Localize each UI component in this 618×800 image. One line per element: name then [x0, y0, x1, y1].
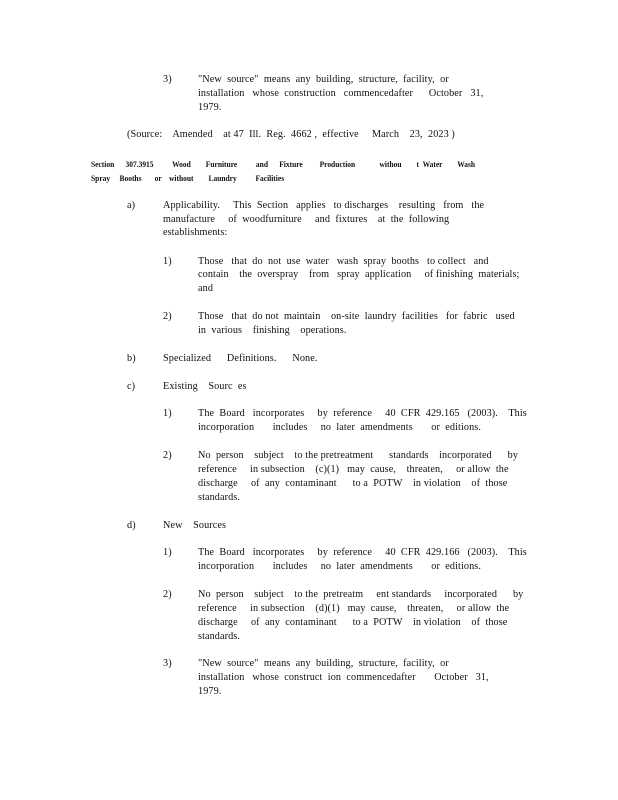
subsection-a-item-line: in various finishing operations.	[198, 325, 347, 336]
subsection-d-item-line: reference in subsection (d)(1) may cause, threaten, or allow the	[198, 603, 510, 614]
subsection-c-item-number: 2)	[163, 450, 172, 461]
prior-item-line: installation whose construction commencedafter October 31,	[198, 88, 484, 99]
subsection-a-item-line: Those that do not use water wash spray booths to collect and	[198, 256, 489, 267]
subsection-b-label: b)	[127, 353, 136, 364]
subsection-b-text: Specialized Definitions. None.	[163, 353, 318, 364]
subsection-a-label: a)	[127, 200, 136, 211]
subsection-a-item-line: and	[198, 283, 214, 294]
source-note: (Source: Amended at 47 Ill. Reg. 4662 , effective March 23, 2023 )	[127, 129, 455, 140]
subsection-c-item-number: 1)	[163, 408, 172, 419]
subsection-d-item-line: incorporation includes no later amendments or editions.	[198, 561, 481, 572]
subsection-a-item-line: Those that do not maintain on-site laundry facilities for fabric used	[198, 311, 515, 322]
subsection-d-label: d)	[127, 520, 136, 531]
subsection-c-item-line: incorporation includes no later amendments or editions.	[198, 422, 481, 433]
subsection-c-item-line: standards.	[198, 492, 241, 503]
subsection-d-item-line: standards.	[198, 631, 241, 642]
subsection-d-item-number: 2)	[163, 589, 172, 600]
subsection-a-line: establishments:	[163, 227, 228, 238]
prior-item-number: 3)	[163, 74, 172, 85]
subsection-a-item-number: 1)	[163, 256, 172, 267]
subsection-a-item-line: contain the overspray from spray application of finishing materials;	[198, 269, 520, 280]
section-heading-line2: Spray Booths or without Laundry Facilities	[91, 173, 285, 183]
prior-item-line: "New source" means any building, structure, facility, or	[198, 74, 449, 85]
subsection-d-item-number: 3)	[163, 658, 172, 669]
section-heading-line1: Section 307.3915 Wood Furniture and Fixture Production withou t Water Wash	[91, 159, 476, 169]
subsection-d-text: New Sources	[163, 520, 227, 531]
subsection-d-item-line: The Board incorporates by reference 40 CFR 429.166 (2003). This	[198, 547, 527, 558]
subsection-d-item-line: 1979.	[198, 686, 222, 697]
subsection-a-line: Applicability. This Section applies to discharges resulting from the	[163, 200, 485, 211]
subsection-a-item-number: 2)	[163, 311, 172, 322]
subsection-c-item-line: discharge of any contaminant to a POTW in violation of those	[198, 478, 508, 489]
subsection-c-item-line: No person subject to the pretreatment standards incorporated by	[198, 450, 519, 461]
subsection-d-item-line: installation whose construct ion commencedafter October 31,	[198, 672, 489, 683]
subsection-d-item-number: 1)	[163, 547, 172, 558]
subsection-d-item-line: discharge of any contaminant to a POTW in violation of those	[198, 617, 508, 628]
subsection-d-item-line: No person subject to the pretreatm ent standards incorporated by	[198, 589, 524, 600]
subsection-a-line: manufacture of woodfurniture and fixtures at the following	[163, 214, 450, 225]
subsection-c-item-line: The Board incorporates by reference 40 CFR 429.165 (2003). This	[198, 408, 527, 419]
subsection-c-label: c)	[127, 381, 136, 392]
subsection-c-item-line: reference in subsection (c)(1) may cause, threaten, or allow the	[198, 464, 509, 475]
subsection-d-item-line: "New source" means any building, structure, facility, or	[198, 658, 449, 669]
prior-item-line: 1979.	[198, 102, 222, 113]
subsection-c-text: Existing Sourc es	[163, 381, 247, 392]
